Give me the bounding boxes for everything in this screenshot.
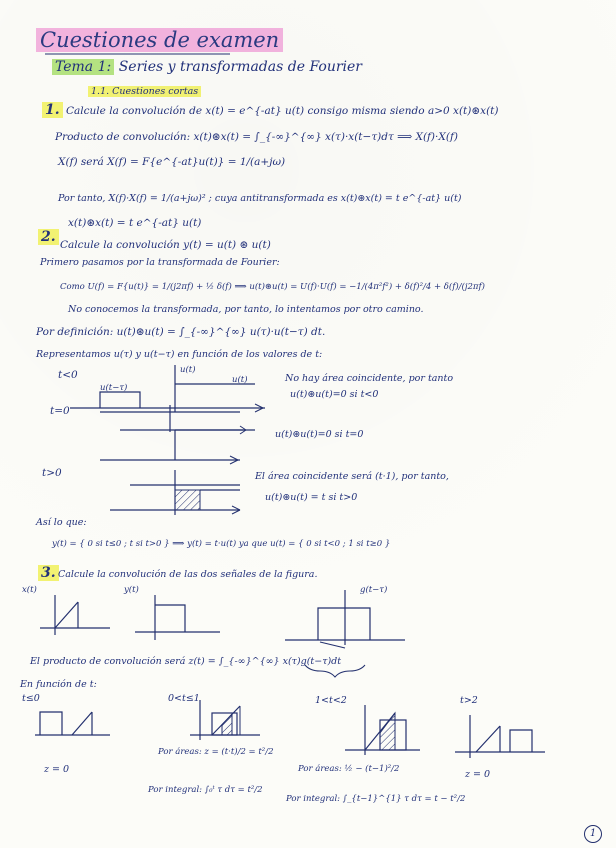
case1-figure bbox=[35, 712, 110, 735]
q3-line1: El producto de convolución será z(t) = ∫_{-∞}^{∞} x(τ)g(t−τ)dt bbox=[30, 656, 342, 667]
q3-case4-result: z = 0 bbox=[465, 769, 491, 780]
q2-case-pos-text: El área coincidente será (t·1), por tanto, bbox=[255, 471, 449, 482]
plot-t-zero bbox=[100, 405, 255, 464]
plot-label-u-t: u(t) bbox=[180, 365, 196, 375]
q3-case1-result: z = 0 bbox=[44, 764, 70, 775]
q3-signal-y-label: y(t) bbox=[124, 585, 139, 595]
signal-x bbox=[40, 595, 110, 635]
q2-line3: No conocemos la transformada, por tanto, lo intentamos por otro camino. bbox=[68, 304, 424, 315]
signal-y bbox=[135, 595, 220, 640]
q3-statement: Calcule la convolución de las dos señales de la figura. bbox=[58, 569, 318, 580]
q1-result: x(t)⊛x(t) = t e^{-at} u(t) bbox=[68, 217, 202, 229]
q2-case-zero-label: t=0 bbox=[50, 405, 70, 417]
q2-number: 2. bbox=[38, 230, 59, 244]
q2-conclusion: y(t) = { 0 si t≤0 ; t si t>0 } ⟹ y(t) = t·u(t) ya que u(t) = { 0 si t<0 ; 1 si t≥0 } bbox=[52, 539, 391, 549]
q3-case1-label: t≤0 bbox=[22, 693, 40, 704]
q2-conclusion-prefix: Así lo que: bbox=[36, 517, 87, 528]
plot-t-positive bbox=[110, 470, 240, 515]
topic-heading: Tema 1: Series y transformadas de Fourier bbox=[52, 60, 362, 74]
q1-number: 1. bbox=[42, 103, 63, 117]
q2-line2: Como U(f) = F{u(t)} = 1/(j2πf) + ½ δ(f) ⟹ u(t)⊛u(t) = U(f)·U(f) = −1/(4π²f²) + δ(f)²/4 + δ(f)/(j2πf) bbox=[60, 282, 485, 292]
page-title: Cuestiones de examen bbox=[36, 30, 283, 51]
q3-signal-g-label: g(t−τ) bbox=[360, 585, 388, 595]
q2-case-zero-result: u(t)⊛u(t)=0 si t=0 bbox=[275, 429, 364, 440]
q3-case3-area: Por áreas: ½ − (t−1)²/2 bbox=[298, 764, 400, 774]
q3-case4-label: t>2 bbox=[460, 695, 478, 706]
q3-number: 3. bbox=[38, 566, 59, 580]
q2-case-pos-label: t>0 bbox=[42, 467, 62, 479]
case3-figure bbox=[345, 705, 420, 755]
q2-case-neg-text: No hay área coincidente, por tanto bbox=[285, 373, 454, 384]
q3-case2-area: Por áreas: z = (t·t)/2 = t²/2 bbox=[158, 747, 274, 757]
case2-figure bbox=[190, 700, 260, 740]
q3-line2: En función de t: bbox=[20, 679, 97, 690]
q3-case2-integral: Por integral: ∫₀ᵗ τ dτ = t²/2 bbox=[148, 785, 263, 795]
q3-case3-label: 1<t<2 bbox=[315, 695, 347, 706]
q3-case2-label: 0<t≤1 bbox=[168, 693, 200, 704]
q2-line5: Representamos u(τ) y u(t−τ) en función de los valores de t: bbox=[36, 349, 323, 360]
q1-line3: Por tanto, X(f)·X(f) = 1/(a+jω)² ; cuya antitransformada es x(t)⊛x(t) = t e^{-at} u(t) bbox=[58, 193, 462, 204]
q2-line1: Primero pasamos por la transformada de Fourier: bbox=[40, 257, 280, 268]
q2-line4: Por definición: u(t)⊛u(t) = ∫_{-∞}^{∞} u(τ)·u(t−τ) dt. bbox=[36, 326, 326, 338]
plot-label-u-t-2: u(t) bbox=[232, 375, 248, 385]
q3-case3-integral: Por integral: ∫_{t−1}^{1} τ dτ = t − t²/2 bbox=[286, 794, 466, 804]
page-number: 1 bbox=[584, 825, 602, 843]
signal-g-shift bbox=[285, 590, 405, 648]
q2-case-pos-result: u(t)⊛u(t) = t si t>0 bbox=[265, 492, 358, 503]
subsection-heading: 1.1. Cuestiones cortas bbox=[88, 87, 201, 97]
q2-statement: Calcule la convolución y(t) = u(t) ⊛ u(t) bbox=[60, 239, 271, 251]
case4-figure bbox=[455, 715, 545, 758]
q1-line1: Producto de convolución: x(t)⊛x(t) = ∫_{-∞}^{∞} x(τ)·x(t−τ)dτ ⟹ X(f)·X(f) bbox=[55, 131, 458, 143]
q2-case-neg-result: u(t)⊛u(t)=0 si t<0 bbox=[290, 389, 379, 400]
plot-label-u-t-tau: u(t−τ) bbox=[100, 383, 128, 393]
q3-signal-x-label: x(t) bbox=[22, 585, 37, 595]
q1-statement: Calcule la convolución de x(t) = e^{-at} u(t) consigo misma siendo a>0 x(t)⊛x(t) bbox=[66, 105, 499, 117]
q2-case-neg-label: t<0 bbox=[58, 369, 78, 381]
q1-line2: X(f) será X(f) = F{e^{-at}u(t)} = 1/(a+jω) bbox=[58, 156, 286, 168]
